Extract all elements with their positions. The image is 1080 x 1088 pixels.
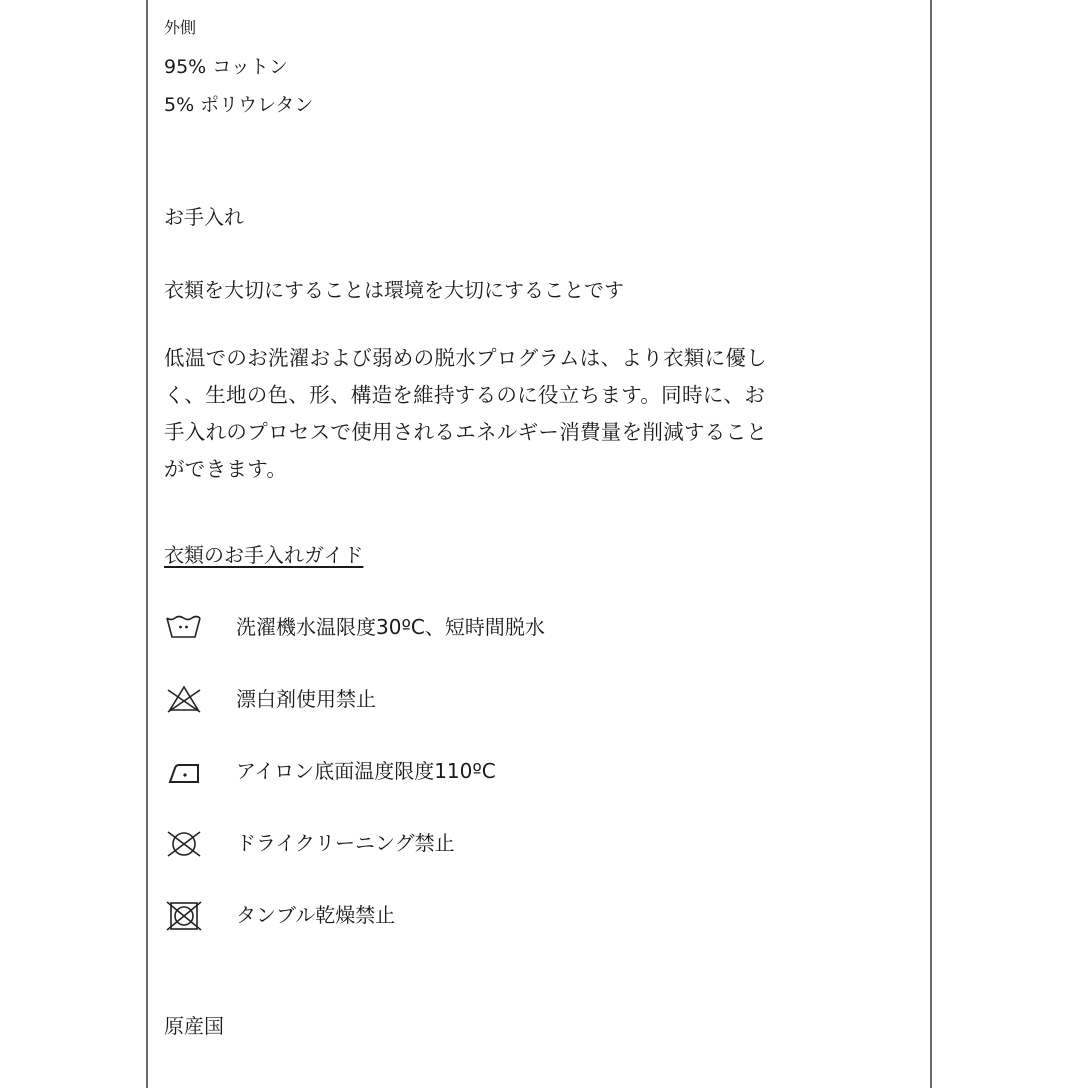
care-instruction-row	[164, 751, 496, 791]
care-instruction-text: タンブル乾燥禁止	[236, 903, 396, 927]
care-paragraph-line: く、生地の色、形、構造を維持するのに役立ちます。同時に、お	[164, 383, 766, 407]
wash-tub-30-icon	[164, 610, 204, 644]
care-subheading: 衣類を大切にすることは環境を大切にすることです	[164, 278, 624, 302]
no-dry-clean-icon	[164, 826, 204, 860]
composition-line: 95% コットン	[164, 56, 288, 78]
care-instruction-text: 洗濯機水温限度30ºC、短時間脱水	[236, 615, 545, 639]
care-paragraph-line: ができます。	[164, 457, 288, 481]
composition-section-label: 外側	[164, 18, 197, 37]
care-instruction-row	[164, 895, 395, 935]
no-bleach-icon	[164, 682, 204, 716]
care-instruction-text: アイロン底面温度限度110ºC	[236, 759, 496, 783]
origin-heading: 原産国	[164, 1014, 224, 1038]
care-paragraph-line: 低温でのお洗濯および弱めの脱水プログラムは、より衣類に優し	[164, 346, 767, 370]
composition-line: 5% ポリウレタン	[164, 94, 314, 116]
care-instruction-row	[164, 607, 545, 647]
iron-low-icon	[164, 754, 204, 788]
care-heading: お手入れ	[164, 205, 244, 229]
care-instruction-row	[164, 823, 455, 863]
care-paragraph	[164, 340, 916, 488]
no-tumble-dry-icon	[164, 898, 204, 932]
care-guide-link[interactable]: 衣類のお手入れガイド	[164, 543, 364, 567]
care-instruction-text: 漂白剤使用禁止	[236, 687, 376, 711]
care-instruction-row	[164, 679, 376, 719]
care-instruction-text: ドライクリーニング禁止	[236, 831, 455, 855]
care-paragraph-line: 手入れのプロセスで使用されるエネルギー消費量を削減すること	[164, 420, 768, 444]
